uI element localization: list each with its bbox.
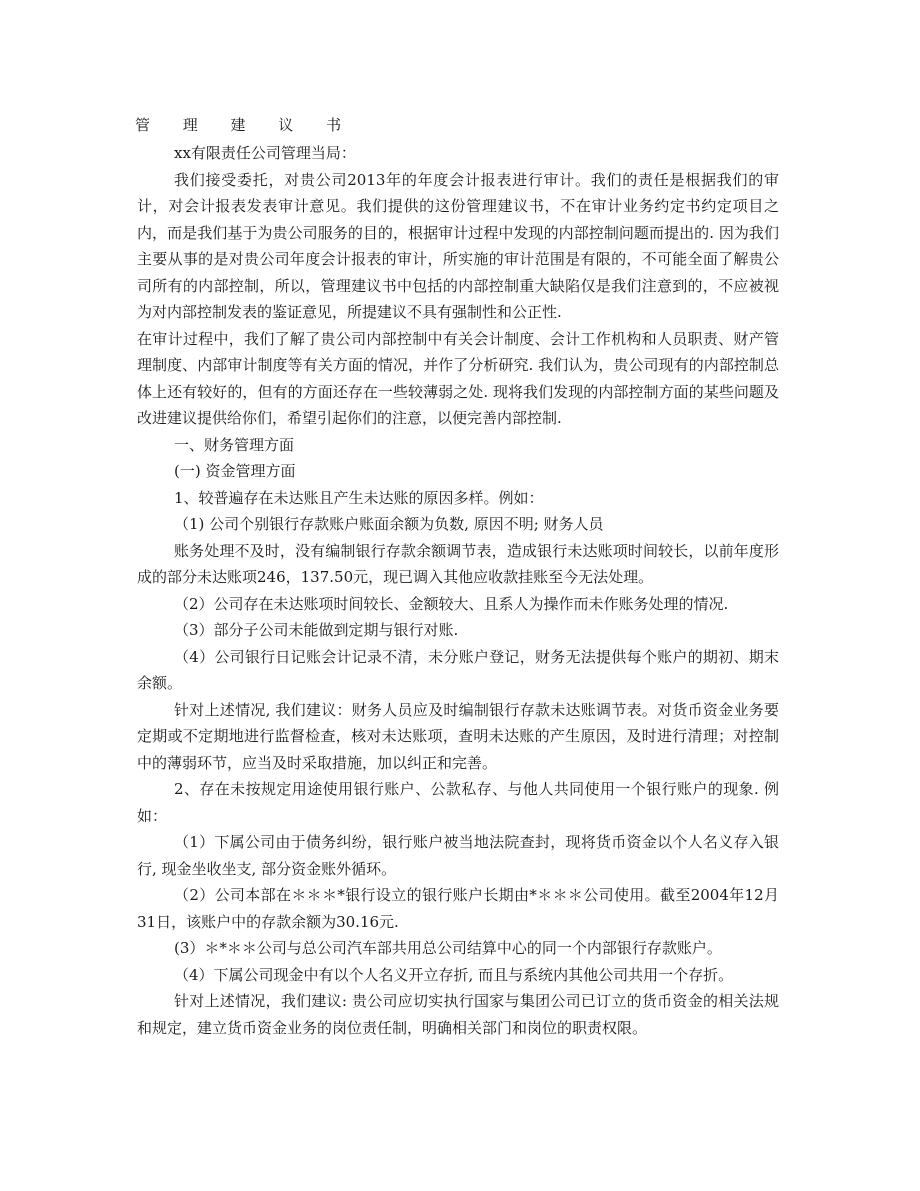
issue-1-item-3: （3）部分子公司未能做到定期与银行对账. bbox=[174, 621, 459, 639]
paragraph-intro: 我们接受委托，对贵公司2013年的年度会计报表进行审计。我们的责任是根据我们的审计，对会计报表发表审计意见。我们提供的这份管理建议书，不在审计业务约定书约定项目之内，而是我们基于为贵公司服务的目的，根据审计过程中发现的内部控制问题而提出的. 因为我们主要从事的是对贵公司年度会计报表的审计，所实施的审计范围是有限的，不可能全面了解贵公司所有的内部控制，所以，管理建议书中包括的内部控制重大缺陷仅是我们注意到的，不应被视为对内部控制发表的鉴证意见，所提建议不具有强制性和公正性. bbox=[137, 170, 779, 321]
issue-2-item-1: （1）下属公司由于债务纠纷，银行账户被当地法院查封，现将货币资金以个人名义存入银行, 现金坐收坐支, 部分资金账外循环。 bbox=[137, 833, 779, 878]
document-body bbox=[137, 140, 779, 1041]
issue-1-heading: 1、较普遍存在未达账且产生未达账的原因多样。例如： bbox=[174, 488, 544, 507]
issue-2-item-3: (3）＊*＊＊公司与总公司汽车部共用总公司结算中心的同一个内部银行存款账户。 bbox=[174, 939, 722, 957]
issue-2-item-4: （4）下属公司现金中有以个人名义开立存折, 而且与系统内其他公司共用一个存折。 bbox=[174, 965, 734, 984]
issue-1-item-1: （1) 公司个别银行存款账户账面余额为负数, 原因不明; 财务人员 bbox=[174, 515, 604, 533]
addressee: xx有限责任公司管理当局： bbox=[174, 144, 356, 162]
issue-2-item-2: （2）公司本部在＊＊＊*银行设立的银行账户长期由*＊＊＊公司使用。截至2004年12月31日，该账户中的存款余额为30.16元. bbox=[137, 886, 779, 931]
issue-1-item-4: （4）公司银行日记账会计记录不清，未分账户登记，财务无法提供每个账户的期初、期末余额。 bbox=[137, 647, 779, 692]
recommendation-2: 针对上述情况，我们建议: 贵公司应切实执行国家与集团公司已订立的货币资金的相关法规和规定，建立货币资金业务的岗位责任制，明确相关部门和岗位的职责权限。 bbox=[137, 992, 779, 1037]
recommendation-1: 针对上述情况, 我们建议：财务人员应及时编制银行存款未达账调节表。对货币资金业务要定期或不定期地进行监督检查，核对未达账项，查明未达账的产生原因，及时进行清理；对控制中的薄弱环节，应当及时采取措施，加以纠正和完善。 bbox=[137, 700, 779, 772]
issue-2-heading: 2、存在未按规定用途使用银行账户、公款私存、与他人共同使用一个银行账户的现象. 例如： bbox=[137, 780, 779, 825]
issue-1-item-1-continued: 账务处理不及时，没有编制银行存款余额调节表，造成银行未达账项时间较长，以前年度形成的部分未达账项246，137.50元，现已调入其他应收款挂账至今无法处理。 bbox=[137, 541, 779, 586]
document-title: 管 理 建 议 书 bbox=[135, 116, 356, 134]
paragraph-audit-process: 在审计过程中，我们了解了贵公司内部控制中有关会计制度、会计工作机构和人员职责、财产管理制度、内部审计制度等有关方面的情况，并作了分析研究. 我们认为，贵公司现有的内部控制总体上还有较好的，但有的方面还存在一些较薄弱之处. 现将我们发现的内部控制方面的某些问题及改进建议提供给你们，希望引起你们的注意，以便完善内部控制. bbox=[137, 329, 779, 427]
issue-1-item-2: （2）公司存在未达账项时间较长、金额较大、且系人为操作而未作账务处理的情况. bbox=[174, 594, 729, 613]
section-heading: 一、财务管理方面 bbox=[174, 435, 295, 454]
subsection-heading: (一) 资金管理方面 bbox=[174, 462, 296, 480]
